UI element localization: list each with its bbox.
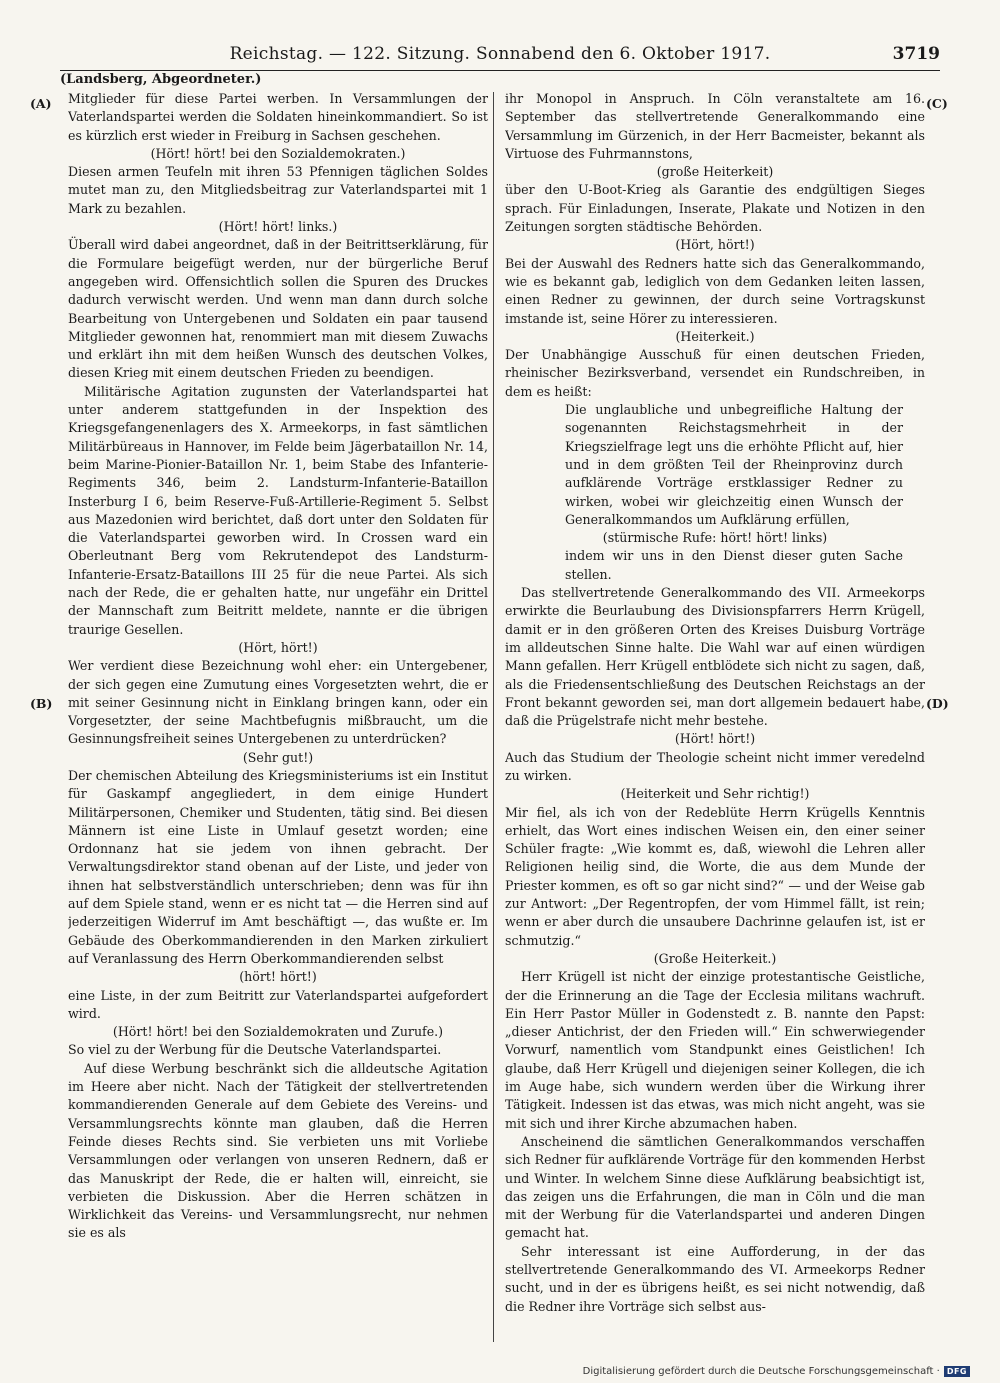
digitization-footer — [583, 1366, 970, 1377]
paragraph: So viel zu der Werbung für die Deutsche Vaterlandspartei. — [68, 1042, 442, 1058]
paragraph: Mir fiel, als ich von der Redeblüte Herrn Krügells Kenntnis erhielt, das Wort eines indischen Weisen ein, den einer seiner Schüler fragte: „Wie kommt es, daß, wiewohl die Lehren aller Religionen heilig sind, die Worte, die aus dem Munde der Priester kommen, es oft so gar nicht sind?“ — und der Weise gab zur Antwort: „Der Regentropfen, der vom Himmel fällt, ist rein; wenn er aber durch die unsaubere Dachrinne gelaufen ist, ist er schmutzig.“ — [505, 804, 925, 948]
paragraph: Mitglieder für diese Partei werben. In Versammlungen der Vaterlandspartei werden die Soldaten hineinkommandiert. So ist es kürzlich erst wieder in Freiburg in Sachsen geschehen. — [68, 91, 488, 143]
interjection: (Hört! hört! bei den Sozialdemokraten.) — [150, 145, 406, 161]
paragraph: Der Unabhängige Ausschuß für einen deutschen Frieden, rheinischer Bezirksverband, versendet ein Rundschreiben, in dem es heißt: — [505, 347, 925, 399]
paragraph: eine Liste, in der zum Beitritt zur Vaterlandspartei aufgefordert wird. — [68, 987, 488, 1021]
quotation: Die unglaubliche und unbegreifliche Haltung der sogenannten Reichstagsmehrheit in der Kriegszielfrage legt uns die erhöhte Pflicht auf, hier und in dem größten Teil der Rheinprovinz durch aufklärende Vorträge erstklassiger Redner zu wirken, wobei wir gleichzeitig einen Wunsch der Generalkommandos um Aufklärung erfüllen, — [565, 402, 903, 527]
interjection: (Heiterkeit.) — [675, 328, 755, 344]
interjection: (große Heiterkeit) — [656, 164, 774, 180]
right-column — [505, 90, 925, 1345]
paragraph: ihr Monopol in Anspruch. In Cöln veranstaltete am 16. September das stellvertretende Generalkommando eine Versammlung im Gürzenich, in der Herr Bacmeister, bekannt als Virtuose des Fuhrmannstons, — [505, 91, 925, 161]
interjection: (Hört! hört! links.) — [218, 219, 338, 235]
column-divider — [493, 92, 494, 1342]
interjection: (stürmische Rufe: hört! hört! links) — [602, 530, 828, 546]
paragraph: Anscheinend die sämtlichen Generalkommandos verschaffen sich Redner für aufklärende Vorträge für den kommenden Herbst und Winter. In welchem Sinne diese Aufklärung beabsichtigt ist, das zeigen uns die Erfahrungen, die man in Cöln und die man mit der Werbung für die Vaterlandspartei und anderen Dingen gemacht hat. — [505, 1133, 925, 1241]
quotation: indem wir uns in den Dienst dieser guten Sache stellen. — [565, 548, 903, 582]
left-column — [68, 90, 488, 1345]
speaker-label: (Landsberg, Abgeordneter.) — [60, 72, 262, 87]
dfg-logo-icon: DFG — [944, 1366, 970, 1377]
paragraph: Bei der Auswahl des Redners hatte sich das Generalkommando, wie es bekannt gab, lediglich von dem Gedanken leiten lassen, einen Redner zu gewinnen, der durch seine Vortragskunst imstande ist, seine Hörer zu interessieren. — [505, 255, 925, 326]
interjection: (Heiterkeit und Sehr richtig!) — [620, 786, 810, 802]
paragraph: Auch das Studium der Theologie scheint nicht immer veredelnd zu wirken. — [505, 749, 925, 783]
margin-marker-c: (C) — [926, 96, 948, 111]
interjection: (Hört! hört! bei den Sozialdemokraten und Zurufe.) — [112, 1024, 444, 1040]
paragraph: Auf diese Werbung beschränkt sich die alldeutsche Agitation im Heere aber nicht. Nach der Tätigkeit der stellvertretenden kommandierenden Generale auf dem Gebiete des Vereins- und Versammlungsrechts könnte man glauben, daß die Herren Feinde dieses Rechts sind. Sie verbieten uns mit Vorliebe Versammlungen oder verlangen von unseren Rednern, daß er das Manuskript der Rede, die er halten will, einreicht, sie verbieten die Diskussion. Aber die Herren schätzen in Wirklichkeit das Vereins- und Versammlungsrecht, nur nehmen sie es als — [68, 1060, 488, 1241]
running-title: Reichstag. — 122. Sitzung. Sonnabend den 6. Oktober 1917. — [229, 44, 771, 64]
interjection: (Hört, hört!) — [675, 237, 755, 253]
paragraph: Wer verdient diese Bezeichnung wohl eher: ein Untergebener, der sich gegen eine Zumutung eines Vorgesetzten wehrt, die er mit seiner Gesinnung nicht in Einklang bringen kann, oder ein Vorgesetzter, der seine Machtbefugnis mißbraucht, um die Gesinnungsfreiheit seines Untergebenen zu unterdrücken? — [68, 658, 488, 747]
margin-marker-a: (A) — [30, 96, 52, 111]
paragraph: Militärische Agitation zugunsten der Vaterlandspartei hat unter anderem stattgefunden in der Inspektion des Kriegsgefangenenlagers des X. Armeekorps, in fast sämtlichen Militärbüreaus in Hannover, im Felde beim Jägerbataillon Nr. 14, beim Marine-Pionier-Bataillon Nr. 1, beim Stabe des Infanterie-Regiments 346, beim 2. Landsturm-Infanterie-Bataillon Insterburg I 6, beim Reserve-Fuß-Artillerie-Regiment 5. Selbst aus Mazedonien wird berichtet, daß dort unter den Soldaten für die Vaterlandspartei geworben wird. In Crossen ward ein Oberleutnant Berg vom Rekrutendepot des Landsturm-Infanterie-Ersatz-Bataillons III 25 für die neue Partei. Als sich nach der Rede, die er gehalten hatte, nur ungefähr ein Drittel der Mannschaft zum Beitritt meldete, nannte er die übrigen traurige Gesellen. — [68, 383, 488, 637]
interjection: (Große Heiterkeit.) — [653, 950, 777, 966]
paragraph: Herr Krügell ist nicht der einzige protestantische Geistliche, der die Erinnerung an die Tage der Ecclesia militans wachruft. Ein Herr Pastor Müller in Godenstedt z. B. nannte den Papst: „dieser Antichrist, der den Frieden will.“ Ein schwerwiegender Vorwurf, namentlich vom Standpunkt eines Geistlichen! Ich glaube, daß Herr Krügell und diejenigen seiner Kollegen, die ich im Auge habe, sich wundern werden über die Wirkung ihrer Tätigkeit. Indessen ist das etwas, was mich nicht angeht, was sie mit sich und ihrer Kirche abzumachen haben. — [505, 969, 925, 1131]
page-header — [60, 40, 940, 71]
paragraph: Der chemischen Abteilung des Kriegsministeriums ist ein Institut für Gaskampf angegliedert, in dem einige Hundert Militärpersonen, Chemiker und Studenten, tätig sind. Bei diesen Männern ist eine Liste in Umlauf gesetzt worden; eine Ordonnanz hat sie jedem von ihnen gebracht. Der Verwaltungsdirektor stand obenan auf der Liste, und jeder von ihnen hat selbstverständlich unterschrieben; denn was für ihn auf dem Spiele stand, wenn er es nicht tat — die Herren sind auf jederzeitigen Widerruf im Amt beschäftigt —, das wußte er. Im Gebäude des Oberkommandierenden in den Marken zirkuliert auf Veranlassung des Herrn Oberkommandierenden selbst — [68, 767, 488, 966]
interjection: (Sehr gut!) — [242, 749, 314, 765]
paragraph: Das stellvertretende Generalkommando des VII. Armeekorps erwirkte die Beurlaubung des Divisionspfarrers Herrn Krügell, damit er in den größeren Orten des Kreises Duisburg Vorträge im alldeutschen Sinne halte. Die Wahl war auf einen würdigen Mann gefallen. Herr Krügell entblödete sich nicht zu sagen, daß, als die Friedensentschließung des Deutschen Reichstags an der Front bekannt geworden sei, man dort allgemein bedauert habe, daß die Prügelstrafe nicht mehr bestehe. — [505, 585, 925, 729]
interjection: (Hört, hört!) — [238, 639, 318, 655]
interjection: (Hört! hört!) — [674, 731, 756, 747]
paragraph: Sehr interessant ist eine Aufforderung, in der das stellvertretende Generalkommando des VI. Armeekorps Redner sucht, und in der es übrigens heißt, es sei nicht notwendig, daß die Redner ihre Vorträge sich selbst aus- — [505, 1243, 925, 1314]
interjection: (hört! hört!) — [239, 969, 317, 985]
paragraph: Diesen armen Teufeln mit ihren 53 Pfennigen täglichen Soldes mutet man zu, den Mitgliedsbeitrag zur Vaterlandspartei mit 1 Mark zu bezahlen. — [68, 164, 488, 216]
page-number: 3719 — [892, 44, 940, 64]
footer-text: Digitalisierung gefördert durch die Deutsche Forschungsgemeinschaft · — [582, 1366, 940, 1377]
paragraph: über den U-Boot-Krieg als Garantie des endgültigen Sieges sprach. Für Einladungen, Inserate, Plakate und Notizen in den Zeitungen sorgten städtische Behörden. — [505, 182, 925, 235]
paragraph: Überall wird dabei angeordnet, daß in der Beitrittserklärung, für die Formulare beigefügt werden, nur der bürgerliche Beruf angegeben wird. Offensichtlich sollen die Spuren des Druckes dadurch verwischt werden. Und wenn man dann durch solche Bearbeitung von Untergebenen und Soldaten ein paar tausend Mitglieder gewonnen hat, renommiert man mit diesem Zuwachs und erklärt ihn mit dem heißen Wunsch des deutschen Volkes, diesen Krieg mit einem deutschen Frieden zu beendigen. — [68, 237, 488, 381]
margin-marker-d: (D) — [926, 696, 949, 711]
margin-marker-b: (B) — [30, 696, 53, 711]
